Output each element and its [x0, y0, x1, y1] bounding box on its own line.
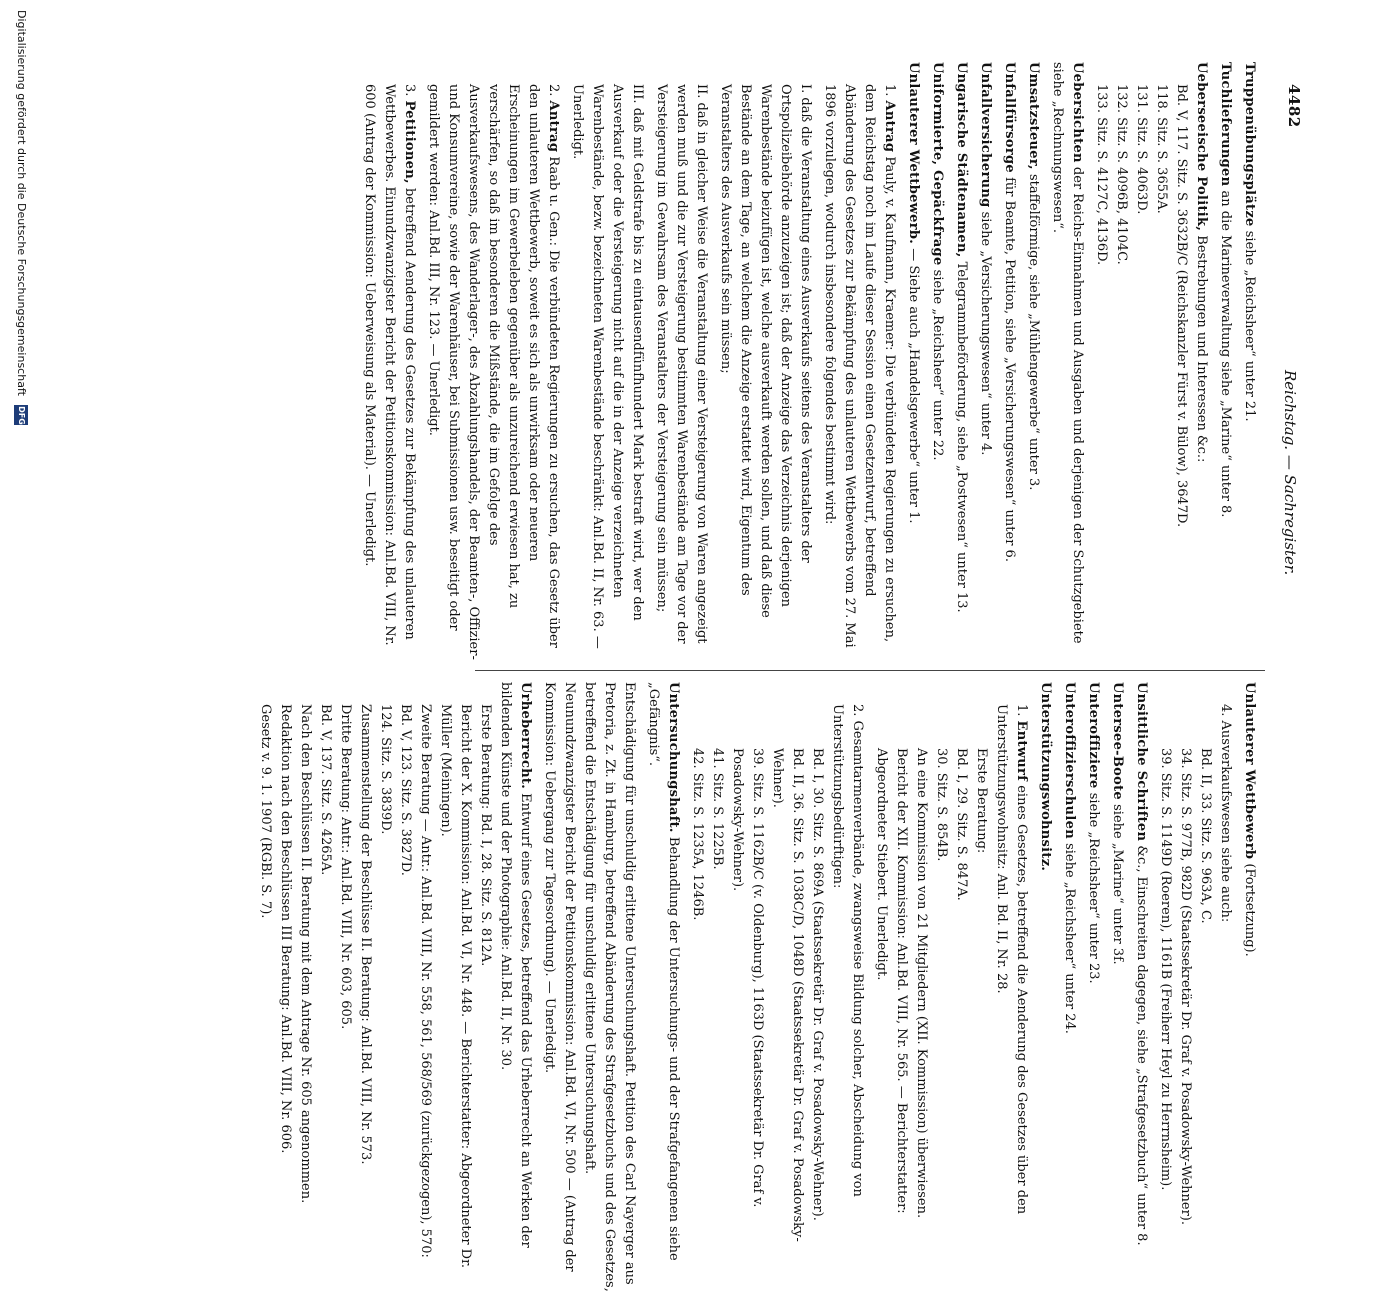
register-entry	[1059, 682, 1079, 1292]
entry-reference: Nach den Beschlüssen II. Beratung mit dem Antrage Nr. 605 angenommen.	[298, 704, 313, 1204]
entry-headword: Entwurf	[1014, 720, 1029, 782]
entry-headword: Urheberrecht.	[518, 682, 533, 790]
register-entry	[951, 62, 971, 662]
register-entry	[819, 62, 899, 662]
register-entry	[1091, 62, 1211, 662]
entry-headword: Unfallfürsorge	[1002, 62, 1017, 173]
entry-text: siehe „Reichsheer“ unter 22.	[930, 265, 945, 461]
page-number: 4482	[1285, 84, 1303, 128]
entry-reference: 39. Sitz. S. 1149D (Roeren), 1161B (Freiherr Heyl zu Herrnsheim).	[1158, 748, 1173, 1191]
entry-reference: Bd. V, 137. Sitz. S. 4265A.	[318, 704, 333, 876]
entry-text: siehe „Reichsheer“ unter 23.	[1086, 788, 1101, 984]
entry-text: eines Gesetzes, betreffend die Aenderung des Gesetzes über den Unterstützungswohnsitz: Anl. Bd. II, Nr. 28.	[994, 704, 1029, 1215]
entry-number: 1.	[882, 84, 897, 97]
entry-headword: Ueberseeische Politik,	[1194, 62, 1209, 232]
entry-text: Gesamtarmenverbände, zwangsweise Bildung solcher, Abscheidung von Unterstützungsbedürftigen:	[830, 704, 865, 1197]
entry-headword: Uebersichten	[1070, 62, 1085, 163]
register-entry	[255, 682, 535, 1292]
entry-text: Bestrebungen und Interessen &c.:	[1194, 231, 1209, 463]
entry-reference: 118. Sitz. S. 3655A.	[1154, 84, 1169, 214]
entry-reference: Bd. I, 30. Sitz. S. 869A (Staatssekretär Dr. Graf v. Posadowsky-Wehner).	[810, 748, 825, 1221]
entry-text: daß mit Geldstrafe bis zu eintausendfünfhundert Mark bestraft wird, wer den Ausverkauf oder die Versteigerung nicht auf die in der Anzeige verzeichneten Warenbestände, bezw. bezeichneten Warenbestände beschränkt: Anl.Bd. II, Nr. 63. — Unerledigt.	[570, 84, 645, 649]
entry-headword: Antrag	[882, 100, 897, 153]
entry-text: &c., Einschreiten dagegen, siehe „Strafgesetzbuch“ unter 8.	[1134, 841, 1149, 1246]
entry-number: 2.	[850, 704, 865, 717]
entry-number: 1.	[1014, 704, 1029, 717]
register-entry	[1083, 682, 1103, 1292]
entry-reference: 132. Sitz. S. 4096B, 4104C.	[1114, 84, 1129, 265]
running-title: Reichstag. — Sachregister.	[1281, 370, 1299, 576]
entry-text: Entschädigung für unschuldig erlittene Untersuchungshaft. Petition des Carl Nayerger aus Pretoria, z. Zt. in Hamburg, betreffend Abänderung des Strafgesetzbuchs und des Gesetzes, betreffend die Entschädigung für unschuldig erlittene Untersuchungshaft. Neunundzwanzigster Bericht der Petitionskommission: Anl.Bd. VI, Nr. 500 — (Antrag der Kommission: Uebergang zur Tagesordnung). — Unerledigt.	[542, 682, 637, 1292]
register-entry	[423, 62, 563, 662]
entry-number: III.	[630, 84, 645, 104]
entry-reference: 131. Sitz. S. 4063D.	[1134, 84, 1149, 215]
register-entry	[359, 62, 419, 662]
entry-number: 2.	[546, 84, 561, 97]
entry-text: Entwurf eines Gesetzes, betreffend das Urheberrecht an Werken der bildenden Künste und der Photographie: Anl.Bd. II, Nr. 30.	[498, 682, 533, 1248]
entry-reference: 30. Sitz. S. 854B.	[934, 748, 949, 862]
entry-text: (Fortsetzung).	[1242, 859, 1257, 957]
register-entry	[715, 62, 815, 662]
register-entry	[975, 62, 995, 662]
column-divider	[475, 670, 1265, 671]
entry-text: Pauly, v. Kaufmann, Kraemer: Die verbündeten Regierungen zu ersuchen, dem Reichstag noch im Laufe dieser Session einen Gesetzentwurf, betreffend Abänderung des Gesetzes zur Bekämpfung des unlauteren Wettbewerbs vom 27. Mai 1896 vorzulegen, wodurch insbesondere folgendes bestimmt wird:	[822, 84, 897, 648]
entry-reference: Bd. I, 29. Sitz. S. 847A.	[954, 748, 969, 901]
register-entry	[1107, 682, 1127, 1292]
entry-reference: 42. Sitz. S. 1235A, 1246B.	[690, 748, 705, 921]
entry-text: siehe „Reichsheer“ unter 21.	[1242, 226, 1257, 422]
register-entry	[1155, 682, 1235, 1292]
register-entry	[643, 682, 683, 1292]
register-entry	[927, 62, 947, 662]
entry-headword: Unteroffizierschulen	[1062, 682, 1077, 839]
entry-headword: Unlauterer Wettbewerb.	[906, 62, 921, 245]
entry-reference: 39. Sitz. S. 1162B/C (v. Oldenburg), 1163D (Staatssekretär Dr. Graf v. Posadowsky-Wehner).	[730, 748, 765, 1208]
entry-headword: Umsatzsteuer,	[1026, 62, 1041, 170]
entry-text: Behandlung der Untersuchungs- und der Strafgefangenen siehe „Gefängnis“.	[646, 682, 681, 1261]
left-column	[355, 62, 1259, 662]
entry-reference: Erste Beratung: Bd. I, 28. Sitz. S. 812A.	[478, 704, 493, 967]
register-entry	[999, 62, 1019, 662]
entry-reference: Dritte Beratung: Antr.: Anl.Bd. VIII, Nr. 603, 605.	[338, 704, 353, 1030]
register-entry	[651, 62, 711, 662]
entry-text: siehe „Reichsheer“ unter 24.	[1062, 838, 1077, 1034]
entry-number: 3.	[402, 84, 417, 97]
entry-text: betreffend Aenderung des Gesetzes zur Bekämpfung des unlauteren Wettbewerbes. Einundzwanzigster Bericht der Petitionskommission: Anl.Bd. VIII, Nr. 600 (Antrag der Kommission: Ueberweisung als Material). — Unerledigt.	[362, 84, 417, 646]
register-entry	[1239, 62, 1259, 662]
entry-text: daß in gleicher Weise die Veranstaltung einer Versteigerung von Waren angezeigt werden muß und die zur Versteigerung bestimmten Warenbestände am Tage vor der Versteigerung im Gewahrsam des Veranstalters der Versteigerung sein müssen;	[654, 84, 709, 644]
entry-headword: Unteroffiziere	[1086, 682, 1101, 789]
entry-reference: Bd. V, 117. Sitz. S. 3632B/C (Reichskanzler Fürst v. Bülow), 3647D.	[1174, 84, 1189, 528]
entry-headword: Antrag	[546, 100, 561, 153]
entry-reference: Gesetz v. 9. 1. 1907 (RGBl. S. 7).	[258, 704, 273, 919]
right-column	[251, 682, 1259, 1292]
entry-headword: Untersee-Boote	[1110, 682, 1125, 800]
entry-text: an die Marineverwaltung siehe „Marine“ unter 8.	[1218, 186, 1233, 518]
entry-number: II.	[694, 84, 709, 99]
register-entry	[871, 682, 1031, 1292]
entry-text: Telegrammbeförderung, siehe „Postwesen“ unter 13.	[954, 257, 969, 613]
entry-number: I.	[798, 84, 813, 94]
entry-text: der Reichs-Einnahmen und Ausgaben und derjenigen der Schutzgebiete siehe „Rechnungswesen“.	[1050, 62, 1085, 644]
entry-reference: 124. Sitz. S. 3839D.	[378, 704, 393, 835]
entry-reference: 34. Sitz. S. 977B, 982D (Staatssekretär Dr. Graf v. Posadowsky-Wehner).	[1178, 748, 1193, 1225]
register-entry	[903, 62, 923, 662]
register-entry	[1215, 62, 1235, 662]
entry-reference: Bd. II, 33. Sitz. S. 963A, C.	[1198, 748, 1213, 924]
funding-footer	[14, 10, 28, 425]
entry-headword: Unfallversicherung	[978, 62, 993, 208]
entry-reference: Bericht der XII. Kommission: Anl.Bd. VIII, Nr. 565. — Berichterstatter: Abgeordneter Stiebert. Unerledigt.	[874, 748, 909, 1214]
entry-headword: Ungarische Städtenamen,	[954, 62, 969, 258]
entry-text: staffelförmige, siehe „Mühlengewerbe“ unter 3.	[1026, 169, 1041, 491]
register-entry	[539, 682, 639, 1292]
entry-text: — Siehe auch „Handelsgewerbe“ unter 1.	[906, 244, 921, 524]
entry-text: Raab u. Gen.: Die verbündeten Regierungen zu ersuchen, das Gesetz über den unlauteren Wettbewerb, soweit es sich als unwirksam oder neueren Erscheinungen im Gewerbeleben gegenüber als unzureichend erwiesen hat, zu verschärfen, so daß im besonderen die Mißstände, die im Gefolge des Ausverkaufswesens, des Wanderlager-, des Abzahlungshandels, der Beamten-, Offizier- und Konsumvereine, sowie der Warenhäuser, bei Submissionen usw. beseitigt oder gemildert werden: Anl.Bd. III, Nr. 123. — Unerledigt.	[426, 84, 561, 660]
entry-reference: Zweite Beratung — Antr.: Anl.Bd. VIII, Nr. 558, 561, 568/569 (zurückgezogen), 570:	[418, 704, 433, 1258]
entry-text: daß die Veranstaltung eines Ausverkaufs seitens des Veranstalters der Ortspolizeibehörde anzuzeigen ist; daß der Anzeige das Verzeichnis derjenigen Warenbestände beizufügen ist, welche ausverkauft werden sollen, und daß diese Bestände an dem Tage, an welchem die Anzeige erstattet wird, Eigentum des Veranstalters des Ausverkaufs sein müssen;	[718, 84, 813, 618]
entry-reference: Bericht der X. Kommission: Anl.Bd. VI, Nr. 448. — Berichterstatter: Abgeordneter Dr. Müller (Meiningen).	[438, 704, 473, 1269]
dfg-logo: DFG	[14, 405, 28, 425]
entry-reference: Bd. II, 36. Sitz. S. 1038C/D, 1048D (Staatssekretär Dr. Graf v. Posadowsky-Wehner).	[770, 748, 805, 1242]
entry-headword: Truppenübungsplätze	[1242, 62, 1257, 227]
entry-reference: Erste Beratung:	[974, 748, 989, 854]
entry-headword: Unlauterer Wettbewerb	[1242, 682, 1257, 860]
entry-text: siehe „Marine“ unter 3f.	[1110, 799, 1125, 965]
register-entry	[1239, 682, 1259, 1292]
register-entry	[1035, 682, 1055, 1292]
entry-reference: 133. Sitz. S. 4127C, 4136D.	[1094, 84, 1109, 266]
entry-headword: Uniformierte, Gepäckfrage	[930, 62, 945, 266]
entry-number: 4.	[1218, 704, 1233, 717]
register-entry	[1023, 62, 1043, 662]
entry-text: für Beamte, Petition, siehe „Versicherungswesen“ unter 6.	[1002, 172, 1017, 562]
register-entry	[1047, 62, 1087, 662]
entry-reference: An eine Kommission von 21 Mitgliedern (XII. Kommission) überwiesen.	[914, 748, 929, 1219]
entry-headword: Tuchlieferungen	[1218, 62, 1233, 187]
entry-headword: Unsittliche Schriften	[1134, 682, 1149, 842]
entry-headword: Unterstützungswohnsitz.	[1038, 682, 1053, 872]
entry-reference: Zusammenstellung der Beschlüsse II. Beratung: Anl.Bd. VIII, Nr. 573.	[358, 704, 373, 1165]
entry-headword: Untersuchungshaft.	[666, 682, 681, 833]
footer-text: Digitalisierung gefördert durch die Deutsche Forschungsgemeinschaft	[15, 10, 28, 396]
register-entry	[567, 62, 647, 662]
register-entry	[1131, 682, 1151, 1292]
entry-text: siehe „Versicherungswesen“ unter 4.	[978, 207, 993, 456]
entry-reference: Redaktion nach den Beschlüssen III Beratung: Anl.Bd. VIII, Nr. 606.	[278, 704, 293, 1154]
entry-reference: 41. Sitz. S. 1225B.	[710, 748, 725, 870]
entry-text: Ausverkaufswesen siehe auch:	[1218, 720, 1233, 923]
entry-reference: Bd. V, 123. Sitz. S. 3827D.	[398, 704, 413, 876]
entry-headword: Petitionen,	[402, 100, 417, 184]
register-entry	[687, 682, 867, 1292]
